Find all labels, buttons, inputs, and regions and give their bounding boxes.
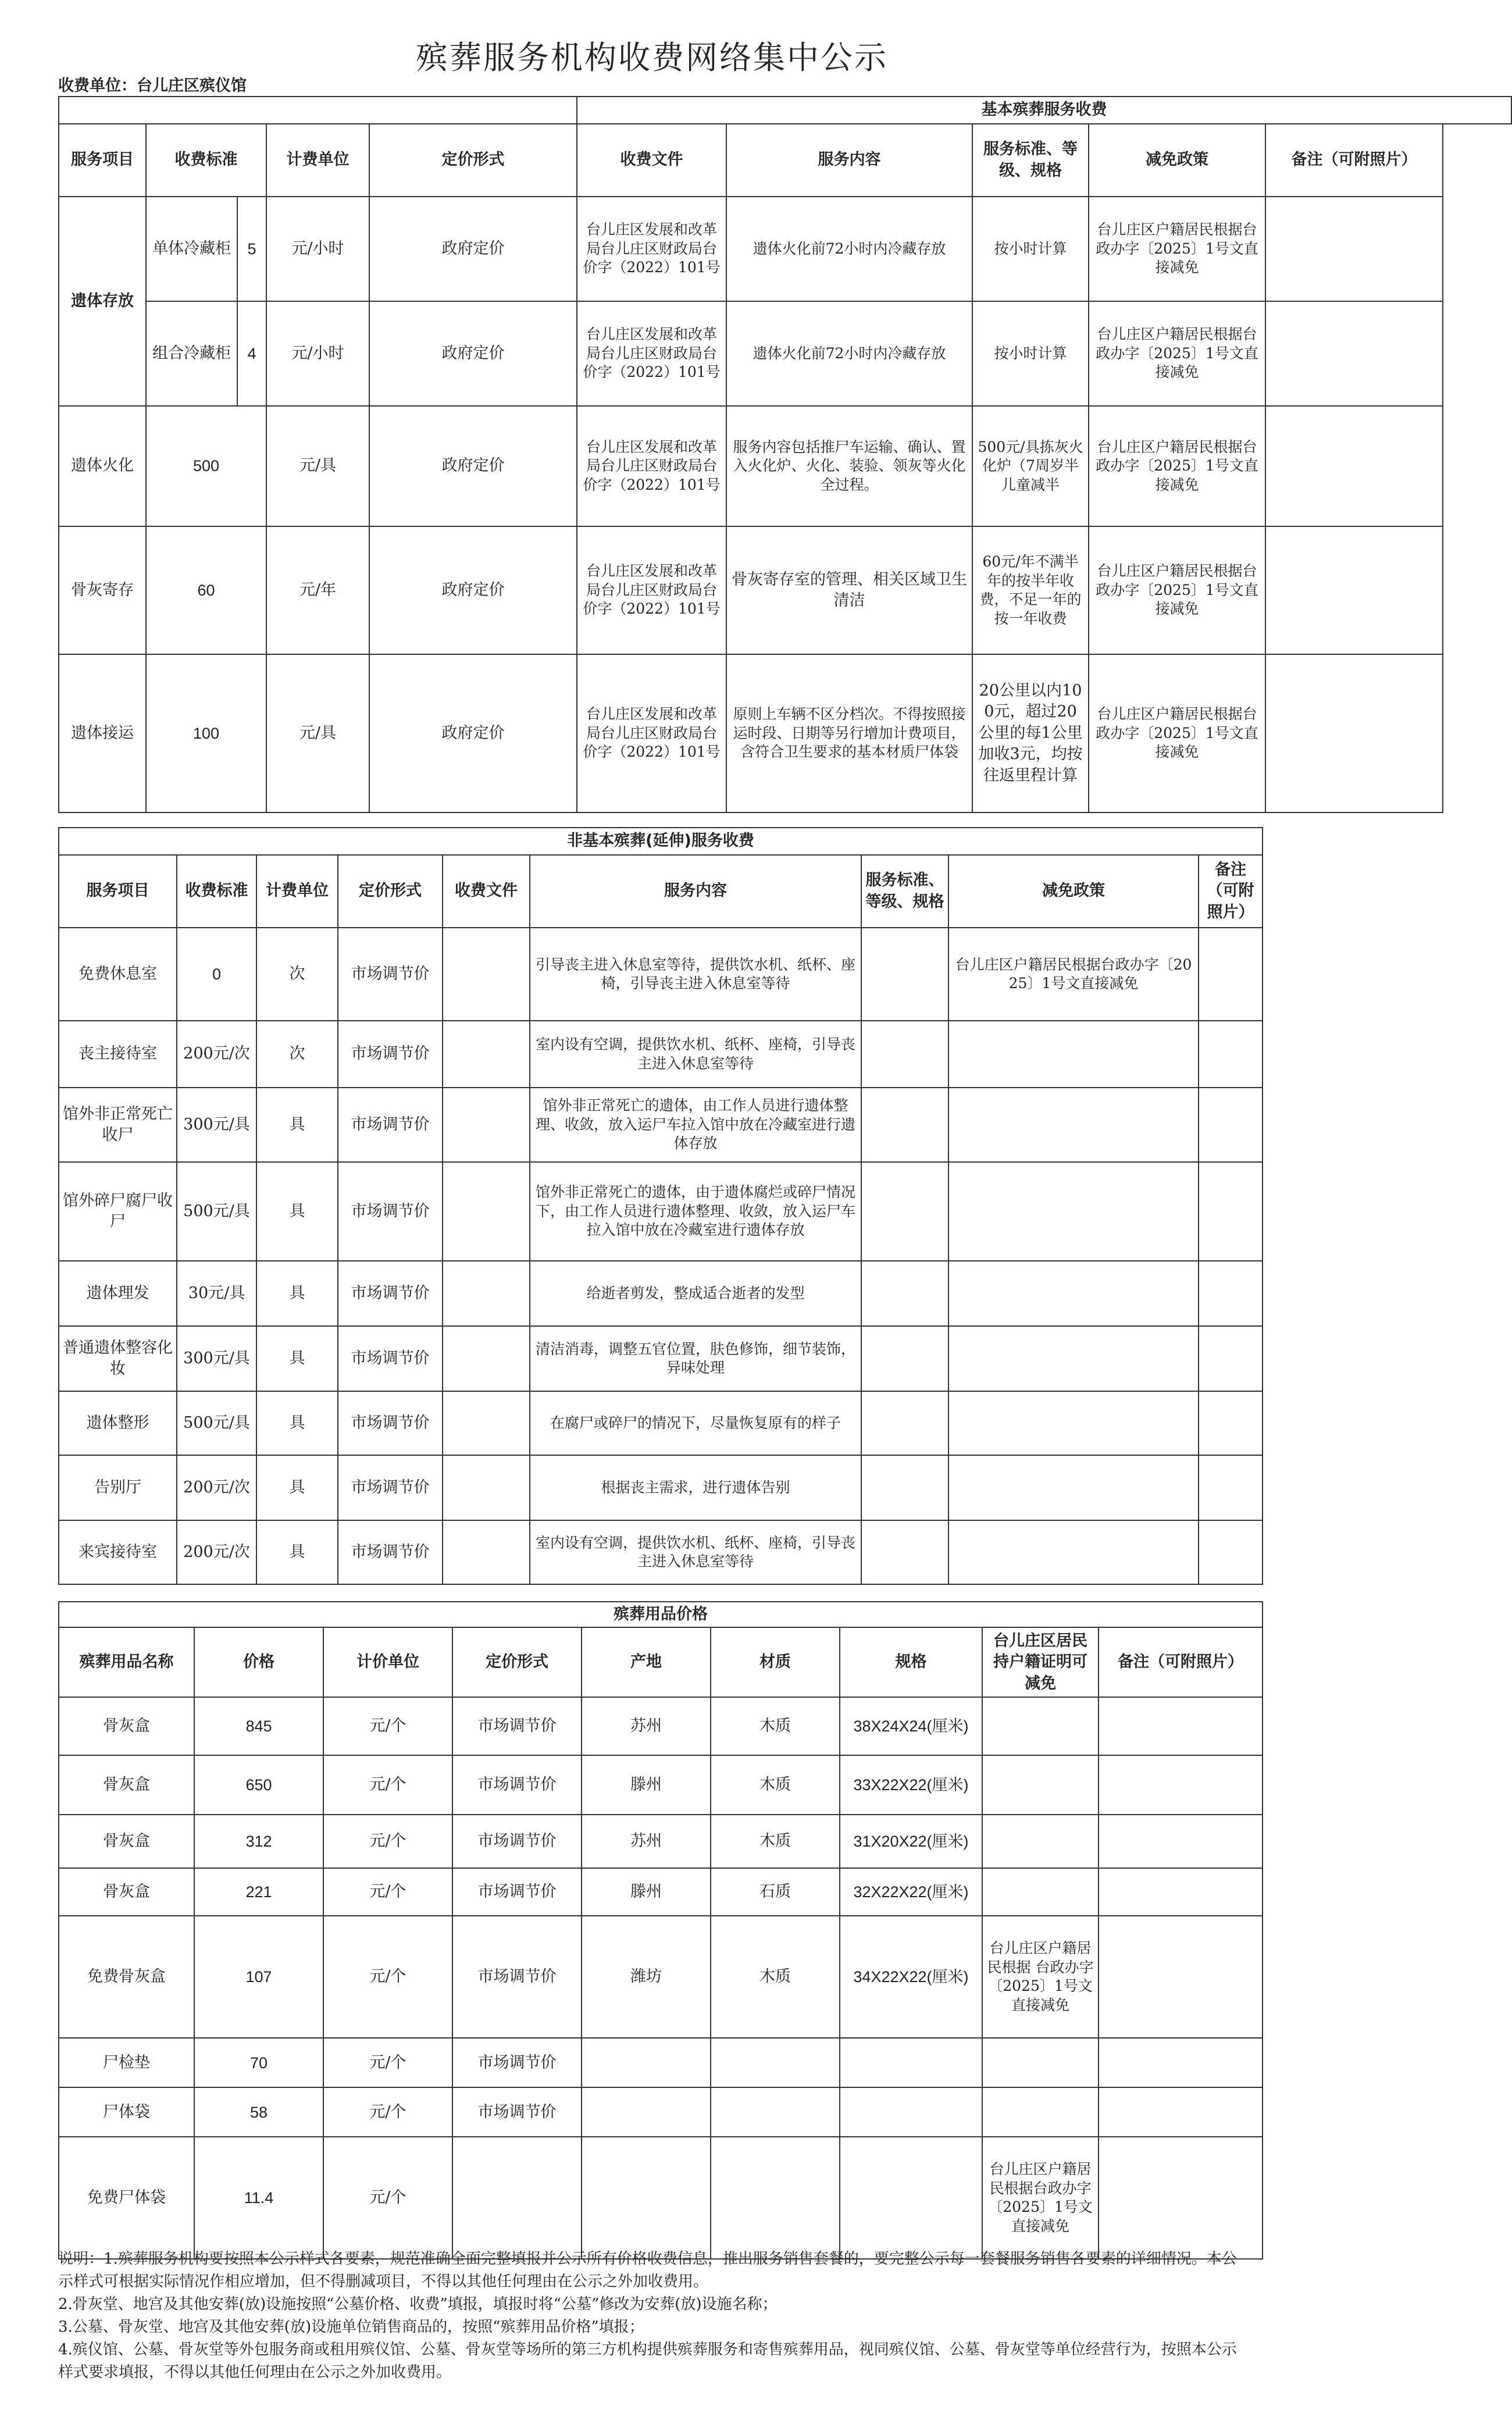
cell-policy: 台儿庄区户籍居民根据 台政办字〔2025〕1号文直接减免 xyxy=(982,1916,1099,2038)
cell-note xyxy=(1265,654,1443,812)
cell-spec: 60元/年不满半年的按半年收费，不足一年的按一年收费 xyxy=(972,526,1089,654)
cell-policy xyxy=(982,1697,1099,1755)
note-line: 2.骨灰堂、地宫及其他安葬(放)设施按照“公墓价格、收费”填报，填报时将“公墓”修改为安葬(放)设施名称； xyxy=(58,2296,778,2313)
cell-std: 200元/次 xyxy=(177,1455,256,1520)
cell-spec xyxy=(840,2087,982,2137)
table-row xyxy=(59,1391,1263,1455)
notes-section xyxy=(58,2248,1250,2384)
cell-spec: 32X22X22(厘米) xyxy=(840,1868,982,1916)
cell-origin: 潍坊 xyxy=(582,1916,711,2038)
goods-header-cell: 产地 xyxy=(582,1627,711,1697)
table-row xyxy=(59,1088,1263,1162)
extended-header-cell: 收费标准 xyxy=(177,855,256,928)
cell-form: 市场调节价 xyxy=(338,1021,443,1088)
table-row xyxy=(59,406,1511,526)
table-row xyxy=(59,1455,1263,1520)
cell-unit: 元/个 xyxy=(323,1697,452,1755)
cell-item: 骨灰盒 xyxy=(59,1697,194,1755)
table-row xyxy=(59,1261,1263,1326)
cell-price: 70 xyxy=(194,2038,323,2087)
cell-unit: 具 xyxy=(256,1520,338,1584)
cell-form: 市场调节价 xyxy=(338,1455,443,1520)
cell-content: 给逝者剪发，整成适合逝者的发型 xyxy=(530,1261,861,1326)
cell-content: 馆外非正常死亡的遗体，由工作人员进行遗体整理、收敛，放入运尸车拉入馆中放在冷藏室进行遗体存放 xyxy=(530,1088,861,1162)
cell-service: 免费休息室 xyxy=(59,928,177,1021)
cell-form: 市场调节价 xyxy=(452,2038,582,2087)
cell-content: 室内设有空调，提供饮水机、纸杯、座椅，引导丧主进入休息室等待 xyxy=(530,1021,861,1088)
cell-form: 市场调节价 xyxy=(338,1088,443,1162)
cell-std: 200元/次 xyxy=(177,1520,256,1584)
cell-doc xyxy=(443,928,530,1021)
cell-unit: 具 xyxy=(256,1162,338,1261)
cell-form: 市场调节价 xyxy=(338,1261,443,1326)
basic-header-cell: 收费文件 xyxy=(577,124,726,197)
cell-policy xyxy=(948,1088,1199,1162)
basic-blank-header xyxy=(59,97,577,124)
cell-note xyxy=(1199,1391,1263,1455)
cell-std: 300元/具 xyxy=(177,1326,256,1391)
cell-std: 30元/具 xyxy=(177,1261,256,1326)
cell-doc: 台儿庄区发展和改革局台儿庄区财政局台价字（2022）101号 xyxy=(577,406,726,526)
cell-unit: 具 xyxy=(256,1261,338,1326)
table-row xyxy=(59,1697,1263,1755)
cell-form: 市场调节价 xyxy=(452,1755,582,1815)
cell-doc xyxy=(443,1520,530,1584)
table-row xyxy=(59,1021,1263,1088)
cell-spec: 34X22X22(厘米) xyxy=(840,1916,982,2038)
cell-item: 骨灰盒 xyxy=(59,1815,194,1868)
cell-std: 5 xyxy=(237,197,266,301)
table-row xyxy=(59,1868,1263,1916)
extended-header-cell: 服务项目 xyxy=(59,855,177,928)
cell-form: 市场调节价 xyxy=(338,1520,443,1584)
cell-item: 骨灰盒 xyxy=(59,1868,194,1916)
cell-std: 500元/具 xyxy=(177,1162,256,1261)
basic-header-cell: 服务标准、等级、规格 xyxy=(972,124,1089,197)
cell-spec xyxy=(840,2038,982,2087)
cell-content: 服务内容包括推尸车运输、确认、置入火化炉、火化、装验、领灰等火化全过程。 xyxy=(726,406,972,526)
cell-unit: 具 xyxy=(256,1326,338,1391)
cell-unit: 次 xyxy=(256,1021,338,1088)
extended-header-cell: 定价形式 xyxy=(338,855,443,928)
goods-header-cell: 台儿庄区居民持户籍证明可减免 xyxy=(982,1627,1099,1697)
cell-form: 市场调节价 xyxy=(338,928,443,1021)
cell-std: 60 xyxy=(146,526,266,654)
table-row xyxy=(59,1755,1263,1815)
cell-policy xyxy=(982,1868,1099,1916)
cell-unit: 元/个 xyxy=(323,1868,452,1916)
cell-content: 骨灰寄存室的管理、相关区域卫生清洁 xyxy=(726,526,972,654)
cell-doc xyxy=(443,1391,530,1455)
cell-service: 馆外碎尸腐尸收尸 xyxy=(59,1162,177,1261)
cell-origin: 苏州 xyxy=(582,1815,711,1868)
extended-fee-table xyxy=(58,827,1263,1585)
cell-form: 市场调节价 xyxy=(452,1868,582,1916)
cell-note xyxy=(1099,2038,1263,2087)
goods-header-cell: 价格 xyxy=(194,1627,323,1697)
cell-service: 遗体接运 xyxy=(59,654,146,812)
cell-std: 4 xyxy=(237,301,266,406)
table-row xyxy=(59,654,1511,812)
cell-spec: 20公里以内100元，超过20公里的每1公里加收3元，均按往返里程计算 xyxy=(972,654,1089,812)
cell-form: 政府定价 xyxy=(369,406,577,526)
cell-doc xyxy=(443,1021,530,1088)
cell-note xyxy=(1099,1697,1263,1755)
cell-policy: 台儿庄区户籍居民根据台政办字〔2025〕1号文直接减免 xyxy=(1089,406,1265,526)
cell-note xyxy=(1265,301,1443,406)
cell-unit: 元/具 xyxy=(266,406,369,526)
cell-price: 107 xyxy=(194,1916,323,2038)
cell-material xyxy=(711,2087,840,2137)
cell-note xyxy=(1199,1520,1263,1584)
cell-policy xyxy=(948,1162,1199,1261)
cell-unit: 元/年 xyxy=(266,526,369,654)
table-row xyxy=(59,2137,1263,2259)
cell-unit: 元/个 xyxy=(323,1815,452,1868)
cell-doc xyxy=(443,1088,530,1162)
cell-unit: 次 xyxy=(256,928,338,1021)
cell-policy xyxy=(948,1391,1199,1455)
table-row xyxy=(59,1916,1263,2038)
extended-header-cell: 收费文件 xyxy=(443,855,530,928)
cell-service: 来宾接待室 xyxy=(59,1520,177,1584)
extended-header-cell: 服务标准、等级、规格 xyxy=(861,855,948,928)
cell-unit: 具 xyxy=(256,1391,338,1455)
cell-note xyxy=(1099,2087,1263,2137)
cell-std: 0 xyxy=(177,928,256,1021)
cell-note xyxy=(1199,1326,1263,1391)
cell-origin xyxy=(582,2137,711,2259)
cell-unit: 元/小时 xyxy=(266,301,369,406)
cell-subitem: 单体冷藏柜 xyxy=(146,197,237,301)
goods-header-cell: 定价形式 xyxy=(452,1627,582,1697)
cell-doc: 台儿庄区发展和改革局台儿庄区财政局台价字（2022）101号 xyxy=(577,654,726,812)
cell-unit: 具 xyxy=(256,1455,338,1520)
cell-origin: 滕州 xyxy=(582,1755,711,1815)
cell-spec: 33X22X22(厘米) xyxy=(840,1755,982,1815)
extended-header-cell: 备注（可附照片） xyxy=(1199,855,1263,928)
cell-price: 221 xyxy=(194,1868,323,1916)
basic-fee-table xyxy=(58,96,1512,813)
cell-note xyxy=(1265,526,1443,654)
cell-item: 尸体袋 xyxy=(59,2087,194,2137)
cell-content: 根据丧主需求，进行遗体告别 xyxy=(530,1455,861,1520)
table-row xyxy=(59,928,1263,1021)
cell-note xyxy=(1199,1455,1263,1520)
cell-doc xyxy=(443,1261,530,1326)
cell-service: 遗体存放 xyxy=(59,197,146,406)
cell-doc xyxy=(443,1326,530,1391)
cell-spec xyxy=(861,1162,948,1261)
cell-spec xyxy=(861,1261,948,1326)
cell-note xyxy=(1265,406,1443,526)
goods-price-table xyxy=(58,1601,1263,2260)
cell-form: 政府定价 xyxy=(369,301,577,406)
cell-policy: 台儿庄区户籍居民根据台政办字〔2025〕1号文直接减免 xyxy=(1089,654,1265,812)
cell-origin: 滕州 xyxy=(582,1868,711,1916)
basic-header-cell: 计费单位 xyxy=(266,124,369,197)
cell-spec xyxy=(861,1520,948,1584)
cell-doc xyxy=(443,1162,530,1261)
cell-origin xyxy=(582,2038,711,2087)
cell-spec xyxy=(861,1326,948,1391)
cell-content: 馆外非正常死亡的遗体，由于遗体腐烂或碎尸情况下，由工作人员进行遗体整理、收敛，放入运尸车拉入馆中放在冷藏室进行遗体存放 xyxy=(530,1162,861,1261)
cell-price: 312 xyxy=(194,1815,323,1868)
table-row xyxy=(59,1815,1263,1868)
cell-spec: 31X20X22(厘米) xyxy=(840,1815,982,1868)
page-title: 殡葬服务机构收费网络集中公示 xyxy=(415,39,888,76)
cell-spec xyxy=(861,1391,948,1455)
extended-header-cell: 服务内容 xyxy=(530,855,861,928)
cell-unit: 元/个 xyxy=(323,2087,452,2137)
table-row xyxy=(59,1520,1263,1584)
cell-service: 遗体火化 xyxy=(59,406,146,526)
cell-form: 政府定价 xyxy=(369,654,577,812)
cell-item: 免费尸体袋 xyxy=(59,2137,194,2259)
cell-unit: 具 xyxy=(256,1088,338,1162)
cell-form: 市场调节价 xyxy=(452,1815,582,1868)
cell-note xyxy=(1199,1088,1263,1162)
cell-note xyxy=(1199,1021,1263,1088)
basic-section-title: 基本殡葬服务收费 xyxy=(577,97,1511,124)
cell-policy xyxy=(948,1021,1199,1088)
cell-unit: 元/具 xyxy=(266,654,369,812)
cell-content: 遗体火化前72小时内冷藏存放 xyxy=(726,301,972,406)
cell-std: 500 xyxy=(146,406,266,526)
cell-form: 市场调节价 xyxy=(338,1391,443,1455)
cell-content: 原则上车辆不区分档次。不得按照接运时段、日期等另行增加计费项目，含符合卫生要求的基本材质尸体袋 xyxy=(726,654,972,812)
cell-note xyxy=(1099,1815,1263,1868)
cell-item: 骨灰盒 xyxy=(59,1755,194,1815)
cell-form: 市场调节价 xyxy=(338,1326,443,1391)
cell-form: 政府定价 xyxy=(369,526,577,654)
cell-note xyxy=(1265,197,1443,301)
cell-doc: 台儿庄区发展和改革局台儿庄区财政局台价字（2022）101号 xyxy=(577,526,726,654)
cell-service: 普通遗体整容化妆 xyxy=(59,1326,177,1391)
cell-form xyxy=(452,2137,582,2259)
cell-form: 市场调节价 xyxy=(452,2087,582,2137)
goods-header-cell: 备注（可附照片） xyxy=(1099,1627,1263,1697)
basic-header-cell: 服务内容 xyxy=(726,124,972,197)
cell-service: 馆外非正常死亡收尸 xyxy=(59,1088,177,1162)
goods-header-cell: 殡葬用品名称 xyxy=(59,1627,194,1697)
note-line: 3.公墓、骨灰堂、地宫及其他安葬(放)设施单位销售商品的，按照“殡葬用品价格”填报； xyxy=(58,2318,644,2336)
cell-item: 免费骨灰盒 xyxy=(59,1916,194,2038)
note-line: 说明：1.殡葬服务机构要按照本公示样式各要素，规范准确全面完整填报并公示所有价格收费信息，推出服务销售套餐的，要完整公示每一套餐服务销售各要素的详细情况。本公示样式可根据实际情况作相应增加，但不得删减项目，不得以其他任何理由在公示之外加收费用。 xyxy=(58,2250,1237,2290)
table-row xyxy=(59,526,1511,654)
cell-doc: 台儿庄区发展和改革局台儿庄区财政局台价字（2022）101号 xyxy=(577,301,726,406)
table-row xyxy=(59,1162,1263,1261)
cell-material: 木质 xyxy=(711,1916,840,2038)
cell-spec: 按小时计算 xyxy=(972,197,1089,301)
cell-policy xyxy=(948,1455,1199,1520)
cell-content: 室内设有空调，提供饮水机、纸杯、座椅，引导丧主进入休息室等待 xyxy=(530,1520,861,1584)
cell-note xyxy=(1099,1755,1263,1815)
cell-spec xyxy=(861,1021,948,1088)
table-row xyxy=(59,2038,1263,2087)
cell-policy xyxy=(982,1815,1099,1868)
cell-material: 木质 xyxy=(711,1755,840,1815)
cell-price: 11.4 xyxy=(194,2137,323,2259)
cell-material: 木质 xyxy=(711,1697,840,1755)
extended-section-title: 非基本殡葬(延伸)服务收费 xyxy=(59,828,1263,855)
cell-unit: 元/小时 xyxy=(266,197,369,301)
cell-unit: 元/个 xyxy=(323,2038,452,2087)
basic-header-cell: 减免政策 xyxy=(1089,124,1265,197)
basic-header-cell: 服务项目 xyxy=(59,124,146,197)
cell-note xyxy=(1199,1261,1263,1326)
cell-unit: 元/个 xyxy=(323,2137,452,2259)
cell-item: 尸检垫 xyxy=(59,2038,194,2087)
cell-content: 引导丧主进入休息室等待，提供饮水机、纸杯、座椅，引导丧主进入休息室等待 xyxy=(530,928,861,1021)
goods-header-cell: 计价单位 xyxy=(323,1627,452,1697)
cell-note xyxy=(1199,1162,1263,1261)
cell-std: 100 xyxy=(146,654,266,812)
cell-form: 政府定价 xyxy=(369,197,577,301)
note-line: 4.殡仪馆、公墓、骨灰堂等外包服务商或租用殡仪馆、公墓、骨灰堂等场所的第三方机构提供殡葬服务和寄售殡葬用品，视同殡仪馆、公墓、骨灰堂等单位经营行为，按照本公示样式要求填报，不得以其他任何理由在公示之外加收费用。 xyxy=(58,2341,1237,2381)
basic-header-cell: 收费标准 xyxy=(146,124,266,197)
cell-form: 市场调节价 xyxy=(338,1162,443,1261)
cell-form: 市场调节价 xyxy=(452,1697,582,1755)
cell-spec: 38X24X24(厘米) xyxy=(840,1697,982,1755)
cell-policy: 台儿庄区户籍居民根据台政办字〔2025〕1号文直接减免 xyxy=(1089,301,1265,406)
cell-spec: 500元/具拣灰火化炉（7周岁半儿童减半 xyxy=(972,406,1089,526)
cell-spec xyxy=(861,928,948,1021)
cell-spec xyxy=(861,1088,948,1162)
cell-policy xyxy=(948,1520,1199,1584)
cell-spec: 按小时计算 xyxy=(972,301,1089,406)
table-row xyxy=(59,301,1511,406)
table-row xyxy=(59,2087,1263,2137)
cell-policy xyxy=(982,2038,1099,2087)
table-row xyxy=(59,197,1511,301)
cell-price: 58 xyxy=(194,2087,323,2137)
cell-origin xyxy=(582,2087,711,2137)
cell-content: 清洁消毒，调整五官位置，肤色修饰，细节装饰，异味处理 xyxy=(530,1326,861,1391)
cell-material xyxy=(711,2137,840,2259)
cell-service: 告别厅 xyxy=(59,1455,177,1520)
cell-service: 丧主接待室 xyxy=(59,1021,177,1088)
cell-price: 650 xyxy=(194,1755,323,1815)
cell-origin: 苏州 xyxy=(582,1697,711,1755)
cell-policy xyxy=(982,2087,1099,2137)
cell-service: 遗体整形 xyxy=(59,1391,177,1455)
cell-doc: 台儿庄区发展和改革局台儿庄区财政局台价字（2022）101号 xyxy=(577,197,726,301)
cell-subitem: 组合冷藏柜 xyxy=(146,301,237,406)
cell-std: 200元/次 xyxy=(177,1021,256,1088)
cell-material: 木质 xyxy=(711,1815,840,1868)
cell-doc xyxy=(443,1455,530,1520)
cell-note xyxy=(1199,928,1263,1021)
cell-note xyxy=(1099,1868,1263,1916)
cell-content: 遗体火化前72小时内冷藏存放 xyxy=(726,197,972,301)
goods-section-title: 殡葬用品价格 xyxy=(59,1602,1263,1627)
cell-policy xyxy=(948,1261,1199,1326)
cell-service: 骨灰寄存 xyxy=(59,526,146,654)
cell-content: 在腐尸或碎尸的情况下，尽量恢复原有的样子 xyxy=(530,1391,861,1455)
cell-std: 300元/具 xyxy=(177,1088,256,1162)
cell-policy xyxy=(982,1755,1099,1815)
cell-service: 遗体理发 xyxy=(59,1261,177,1326)
charge-unit: 收费单位：台儿庄区殡仪馆 xyxy=(58,77,247,95)
cell-policy xyxy=(948,1326,1199,1391)
cell-std: 500元/具 xyxy=(177,1391,256,1455)
table-row xyxy=(59,1326,1263,1391)
cell-spec xyxy=(861,1455,948,1520)
cell-material xyxy=(711,2038,840,2087)
basic-header-cell: 备注（可附照片） xyxy=(1265,124,1443,197)
cell-material: 石质 xyxy=(711,1868,840,1916)
extended-header-cell: 减免政策 xyxy=(948,855,1199,928)
cell-unit: 元/个 xyxy=(323,1755,452,1815)
cell-note xyxy=(1099,2137,1263,2259)
cell-policy: 台儿庄区户籍居民根据台政办字〔2025〕1号文直接减免 xyxy=(948,928,1199,1021)
basic-header-cell: 定价形式 xyxy=(369,124,577,197)
cell-form: 市场调节价 xyxy=(452,1916,582,2038)
extended-header-cell: 计费单位 xyxy=(256,855,338,928)
goods-header-cell: 规格 xyxy=(840,1627,982,1697)
cell-price: 845 xyxy=(194,1697,323,1755)
cell-policy: 台儿庄区户籍居民根据台政办字〔2025〕1号文直接减免 xyxy=(1089,526,1265,654)
cell-spec xyxy=(840,2137,982,2259)
goods-header-cell: 材质 xyxy=(711,1627,840,1697)
cell-note xyxy=(1099,1916,1263,2038)
cell-policy: 台儿庄区户籍居民根据台政办字〔2025〕1号文直接减免 xyxy=(1089,197,1265,301)
cell-policy: 台儿庄区户籍居民根据台政办字〔2025〕1号文直接减免 xyxy=(982,2137,1099,2259)
cell-unit: 元/个 xyxy=(323,1916,452,2038)
